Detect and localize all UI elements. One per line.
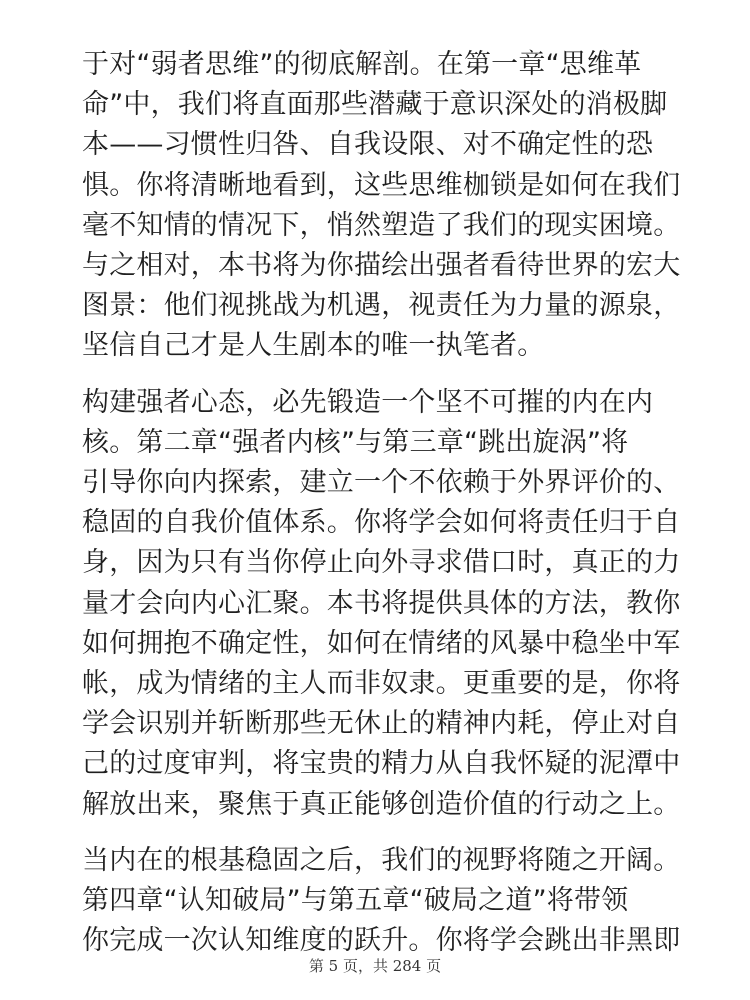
text-line: 与之相对，本书将为你描绘出强者看待世界的宏大 (82, 250, 681, 282)
text-line: 惧。你将清晰地看到，这些思维枷锁是如何在我们 (82, 169, 681, 201)
text-line: 构建强者心态，必先锻造一个坚不可摧的内在内 (82, 386, 654, 418)
text-line: 毫不知情的情况下，悄然塑造了我们的现实困境。 (82, 209, 681, 241)
text-line: 于对“弱者思维”的彻底解剖。在第一章“思维革 (82, 49, 642, 80)
text-line: 稳固的自我价值体系。你将学会如何将责任归于自 (82, 507, 681, 539)
text-line: 命”中，我们将直面那些潜藏于意识深处的消极脚 (82, 89, 668, 121)
text-line: 量才会向内心汇聚。本书将提供具体的方法，教你 (82, 587, 681, 619)
text-line: 如何拥抱不确定性，如何在情绪的风暴中稳坐中军 (82, 627, 681, 659)
body-text (82, 45, 682, 961)
text-line: 帐，成为情绪的主人而非奴隶。更重要的是，你将 (82, 668, 681, 700)
text-line: 学会识别并斩断那些无休止的精神内耗，停止对自 (82, 708, 681, 740)
text-line: 引导你向内探索，建立一个不依赖于外界评价的、 (82, 467, 681, 499)
text-line: 图景：他们视挑战为机遇，视责任为力量的源泉， (82, 290, 681, 322)
text-line: 核。第二章“强者内核”与第三章“跳出旋涡”将 (82, 426, 629, 458)
text-line: 坚信自己才是人生剧本的唯一执笔者。 (82, 330, 545, 362)
text-line: 第四章“认知破局”与第五章“破局之道”将带领 (82, 885, 629, 917)
text-line: 己的过度审判，将宝贵的精力从自我怀疑的泥潭中 (82, 748, 681, 780)
text-line: 你完成一次认知维度的跃升。你将学会跳出非黑即 (82, 925, 681, 957)
page-number-footer: 第 5 页，共 284 页 (308, 957, 442, 975)
paragraph-3 (82, 841, 682, 962)
paragraph-1 (82, 45, 682, 367)
text-line: 当内在的根基稳固之后，我们的视野将随之开阔。 (82, 844, 681, 876)
text-line: 本——习惯性归咎、自我设限、对不确定性的恐 (82, 129, 654, 161)
text-line: 解放出来，聚焦于真正能够创造价值的行动之上。 (82, 788, 681, 820)
text-line: 身，因为只有当你停止向外寻求借口时，真正的力 (82, 547, 681, 579)
paragraph-2 (82, 383, 682, 825)
